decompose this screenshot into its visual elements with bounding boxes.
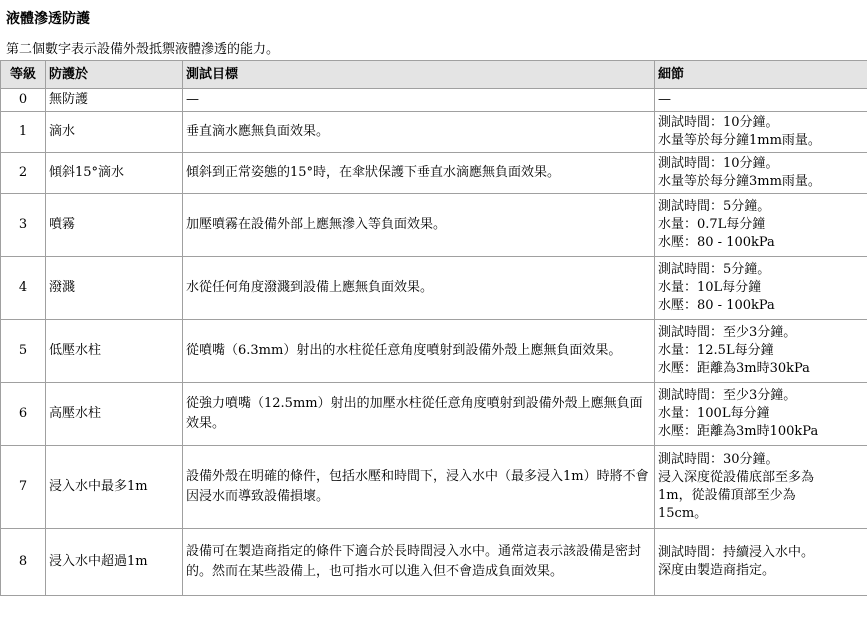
cell-protection: 低壓水柱	[46, 320, 183, 383]
page-subtitle: 第二個數字表示設備外殼抵禦液體滲透的能力。	[6, 42, 280, 57]
table-row	[1, 194, 867, 257]
cell-level: 3	[1, 194, 46, 257]
detail-line: 水壓：距離為3m時100kPa	[658, 424, 819, 439]
table-row	[1, 153, 867, 194]
cell-details	[655, 153, 867, 194]
table-row	[1, 446, 867, 529]
cell-level: 7	[1, 446, 46, 529]
cell-details	[655, 194, 867, 257]
detail-line: 測試時間：10分鐘。	[658, 156, 779, 171]
detail-line: 水壓：80 - 100kPa	[658, 298, 775, 313]
cell-protection: 噴霧	[46, 194, 183, 257]
detail-line: 水量：12.5L每分鐘	[658, 343, 774, 358]
cell-details	[655, 89, 867, 112]
detail-line: 水量等於每分鐘1mm雨量。	[658, 133, 821, 148]
cell-target: 從噴嘴（6.3mm）射出的水柱從任意角度噴射到設備外殼上應無負面效果。	[183, 320, 655, 383]
cell-target: 設備可在製造商指定的條件下適合於長時間浸入水中。通常這表示該設備是密封的。然而在某些設備上，也可指水可以進入但不會造成負面效果。	[183, 529, 655, 596]
cell-details	[655, 529, 867, 596]
detail-line: 測試時間：5分鐘。	[658, 262, 771, 277]
cell-level: 1	[1, 112, 46, 153]
header-target: 測試目標	[183, 61, 655, 89]
detail-line: 測試時間：10分鐘。	[658, 115, 779, 130]
detail-line: 水量等於每分鐘3mm雨量。	[658, 174, 821, 189]
table-row	[1, 320, 867, 383]
detail-line: 水壓：80 - 100kPa	[658, 235, 775, 250]
cell-target: 設備外殼在明確的條件，包括水壓和時間下，浸入水中（最多浸入1m）時將不會因浸水而導致設備損壞。	[183, 446, 655, 529]
cell-level: 6	[1, 383, 46, 446]
cell-level: 8	[1, 529, 46, 596]
cell-protection: 滴水	[46, 112, 183, 153]
detail-line: 測試時間：至少3分鐘。	[658, 388, 797, 403]
cell-level: 5	[1, 320, 46, 383]
header-details: 細節	[655, 61, 867, 89]
detail-line: 水壓：距離為3m時30kPa	[658, 361, 810, 376]
detail-line: 水量：10L每分鐘	[658, 280, 762, 295]
table-header-row	[1, 61, 867, 89]
table-row	[1, 257, 867, 320]
detail-line: 水量：0.7L每分鐘	[658, 217, 766, 232]
cell-level: 2	[1, 153, 46, 194]
cell-details	[655, 320, 867, 383]
cell-level: 4	[1, 257, 46, 320]
detail-line: 深度由製造商指定。	[658, 563, 776, 578]
detail-line: 浸入深度從設備底部至多為	[658, 470, 815, 485]
page-title: 液體滲透防護	[6, 11, 90, 27]
table-body	[1, 89, 867, 596]
detail-line: 15cm。	[658, 506, 708, 521]
cell-details	[655, 383, 867, 446]
ip-rating-table	[0, 60, 867, 596]
cell-details	[655, 446, 867, 529]
cell-target: 從強力噴嘴（12.5mm）射出的加壓水柱從任意角度噴射到設備外殼上應無負面效果。	[183, 383, 655, 446]
table-row	[1, 112, 867, 153]
detail-line: 測試時間：30分鐘。	[658, 452, 779, 467]
detail-line: 水量：100L每分鐘	[658, 406, 770, 421]
cell-protection: 高壓水柱	[46, 383, 183, 446]
cell-details	[655, 112, 867, 153]
cell-target: 水從任何角度潑濺到設備上應無負面效果。	[183, 257, 655, 320]
cell-protection: 浸入水中超過1m	[46, 529, 183, 596]
table-row	[1, 383, 867, 446]
detail-line: —	[658, 92, 671, 107]
cell-details	[655, 257, 867, 320]
table-row	[1, 529, 867, 596]
detail-line: 1m，從設備頂部至少為	[658, 488, 796, 503]
header-protection: 防護於	[46, 61, 183, 89]
header-level: 等級	[1, 61, 46, 89]
cell-protection: 傾斜15°滴水	[46, 153, 183, 194]
detail-line: 測試時間：持續浸入水中。	[658, 545, 815, 560]
cell-target: 垂直滴水應無負面效果。	[183, 112, 655, 153]
cell-target: 加壓噴霧在設備外部上應無滲入等負面效果。	[183, 194, 655, 257]
cell-target: —	[183, 89, 655, 112]
cell-protection: 無防護	[46, 89, 183, 112]
detail-line: 測試時間：5分鐘。	[658, 199, 771, 214]
table-row	[1, 89, 867, 112]
cell-target: 傾斜到正常姿態的15°時，在傘狀保護下垂直水滴應無負面效果。	[183, 153, 655, 194]
detail-line: 測試時間：至少3分鐘。	[658, 325, 797, 340]
cell-protection: 潑濺	[46, 257, 183, 320]
cell-protection: 浸入水中最多1m	[46, 446, 183, 529]
cell-level: 0	[1, 89, 46, 112]
